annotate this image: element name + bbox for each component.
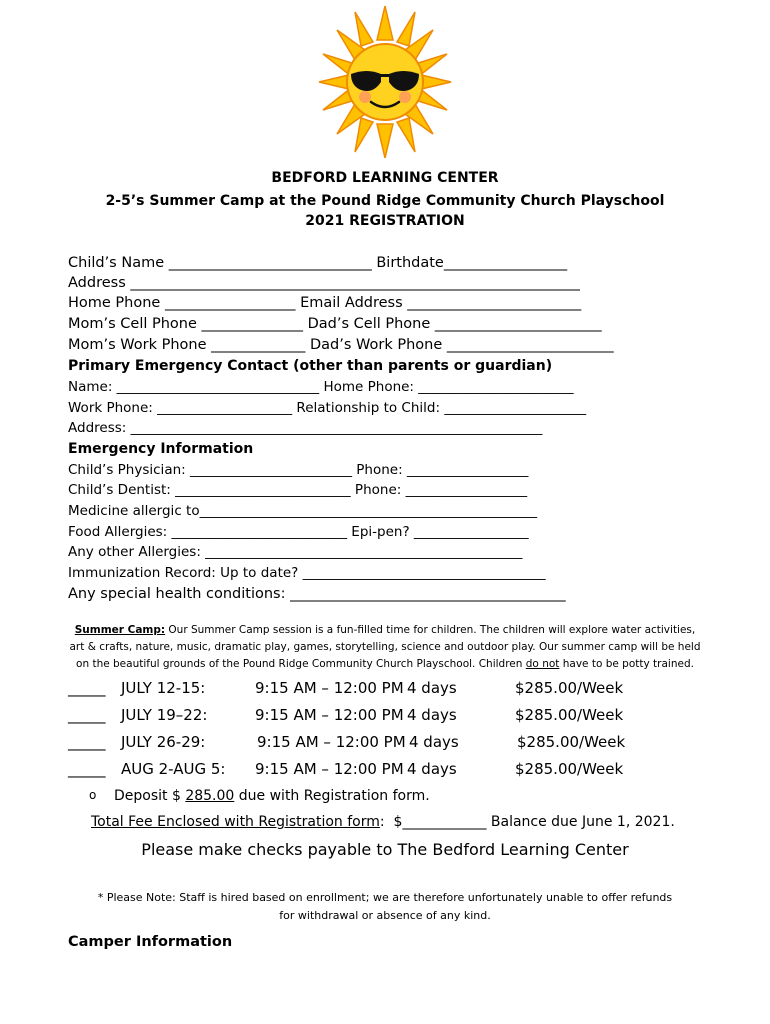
primary-contact-heading: Primary Emergency Contact (other than parents or guardian) [68,358,553,374]
total-fee-label: Total Fee Enclosed with Registration form [91,814,380,830]
summer-camp-line-2: art & crafts, nature, music, dramatic play, games, storytelling, science and outdoor play. Our summer camp will be held [69,641,701,653]
balance-due-text: Balance due June 1, 2021. [486,814,675,830]
summer-camp-label: Summer Camp: [74,624,166,636]
deposit-suffix: due with Registration form. [234,788,430,804]
week-time: 9:15 AM – 12:00 PM [255,706,404,724]
week-price: $285.00/Week [515,706,624,724]
refund-note-line-2: for withdrawal or absence of any kind. [279,909,491,922]
other-allergies-line[interactable]: Any other Allergies: _______________________________________________ [68,544,523,560]
week-days: 4 days [407,679,457,697]
week-dates: AUG 2-AUG 5: [121,760,226,778]
org-title: BEDFORD LEARNING CENTER [271,170,499,186]
childs-name-line[interactable]: Child’s Name ____________________________ Birthdate_________________ [68,255,568,271]
week-price: $285.00/Week [517,733,626,751]
total-fee-colon: : $ [379,814,403,830]
week-dates: JULY 19–22: [121,706,208,724]
physician-line[interactable]: Child’s Physician: ________________________ Phone: __________________ [68,462,529,478]
week-select-blank[interactable]: _____ [68,706,106,724]
do-not-text: do not [525,658,560,670]
week-time: 9:15 AM – 12:00 PM [255,760,404,778]
deposit-line [114,788,430,804]
checks-payable-note: Please make checks payable to The Bedford Learning Center [141,840,629,859]
contact-address-line[interactable]: Address: _____________________________________________________________ [68,420,543,436]
week-dates: JULY 12-15: [121,679,206,697]
deposit-bullet: o [89,788,97,802]
summer-camp-line-3 [0,656,770,673]
dentist-line[interactable]: Child’s Dentist: __________________________ Phone: __________________ [68,482,528,498]
work-phone-line[interactable]: Mom’s Work Phone _____________ Dad’s Work Phone _______________________ [68,337,614,353]
total-fee-line [91,814,675,830]
week-days: 4 days [407,760,457,778]
special-conditions-line[interactable]: Any special health conditions: ______________________________________ [68,586,566,602]
week-dates: JULY 26-29: [121,733,206,751]
refund-note-line-1: * Please Note: Staff is hired based on enrollment; we are therefore unfortunately unable to offer refunds [97,891,673,904]
week-time: 9:15 AM – 12:00 PM [257,733,406,751]
deposit-amount: 285.00 [185,788,235,804]
week-select-blank[interactable]: _____ [68,679,106,697]
summer-camp-text-3c: have to be potty trained. [559,658,694,670]
food-allergy-line[interactable]: Food Allergies: __________________________ Epi-pen? _________________ [68,524,529,540]
week-time: 9:15 AM – 12:00 PM [255,679,404,697]
summer-camp-text-3a: on the beautiful grounds of the Pound Ridge Community Church Playschool. Children [76,658,526,670]
week-price: $285.00/Week [515,679,624,697]
sun-with-sunglasses-logo [315,2,455,162]
immunization-line[interactable]: Immunization Record: Up to date? ____________________________________ [68,565,546,581]
week-select-blank[interactable]: _____ [68,733,106,751]
camper-info-heading: Camper Information [68,934,233,950]
program-title: 2-5’s Summer Camp at the Pound Ridge Community Church Playschool [105,193,665,209]
summer-camp-line-1 [0,622,770,639]
deposit-prefix: Deposit $ [114,788,186,804]
registration-title: 2021 REGISTRATION [305,213,465,229]
week-select-blank[interactable]: _____ [68,760,106,778]
home-phone-line[interactable]: Home Phone __________________ Email Address ________________________ [68,295,582,311]
cell-phone-line[interactable]: Mom’s Cell Phone ______________ Dad’s Cell Phone _______________________ [68,316,602,332]
medicine-allergy-line[interactable]: Medicine allergic to__________________________________________________ [68,503,538,519]
emergency-heading: Emergency Information [68,441,254,457]
total-fee-blank[interactable]: ____________ [402,814,487,830]
week-price: $285.00/Week [515,760,624,778]
contact-name-line[interactable]: Name: ______________________________ Home Phone: _______________________ [68,379,574,395]
contact-work-line[interactable]: Work Phone: ____________________ Relationship to Child: _____________________ [68,400,587,416]
week-days: 4 days [409,733,459,751]
summer-camp-text-1: Our Summer Camp session is a fun-filled time for children. The children will explore water activities, [165,624,696,636]
address-line[interactable]: Address ______________________________________________________________ [68,275,580,291]
week-days: 4 days [407,706,457,724]
